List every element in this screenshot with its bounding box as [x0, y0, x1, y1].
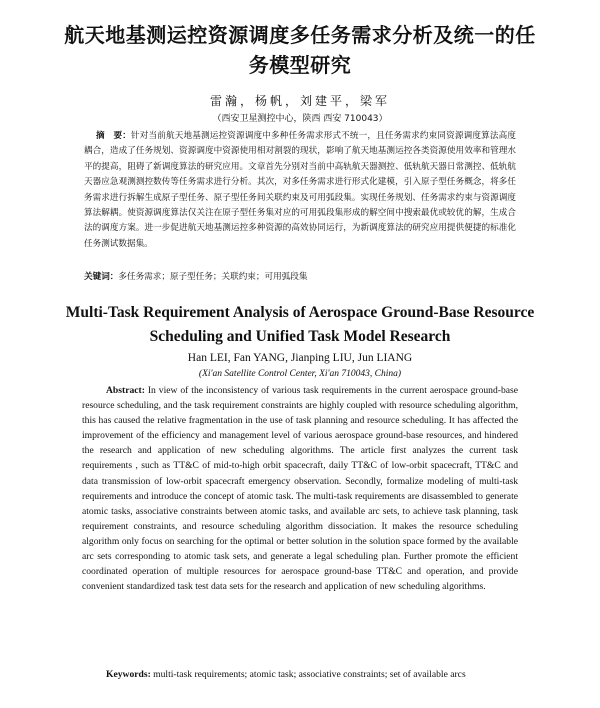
english-abstract — [82, 383, 518, 594]
english-keywords-text: multi-task requirements; atomic task; associative constraints; set of available arcs — [153, 669, 466, 680]
english-authors: Han LEI, Fan YANG, Jianping LIU, Jun LIANG — [187, 352, 413, 364]
chinese-affiliation: （西安卫星测控中心，陕西 西安 710043） — [212, 114, 388, 124]
chinese-keywords-label: 关键词： — [84, 272, 119, 282]
english-keywords — [82, 667, 518, 682]
english-abstract-text: In view of the inconsistency of various task requirements in the current aerospace ground-base resource scheduling, and the task requirement constraints are highly coupled with resource scheduling algorithm, this has caused the relative fragmentation in the use of task planning and resource scheduling. It has affected the improvement of the efficiency and management level of various aerospace ground-base resources, and hindered the research and application of new scheduling algorithms. The article first analyzes the current task requirements , such as TT&C of mid-to-high orbit spacecraft, daily TT&C of low-orbit spacecraft, TT&C and data transmission of low-orbit spacecraft emergency observation. Secondly, formalize modeling of multi-task requirements and introduce the concept of atomic task. The multi-task requirements are disassembled to generate atomic tasks, associative constraints between atomic tasks, and available arc sets, to achieve task planning, task requirement constraints, and resource scheduling algorithm dissociation. It makes the resource scheduling algorithm only focus on searching for the optimal or better solution in the solution space formed by the available arc sets corresponding to atomic task sets, and generate a legal scheduling plan. Further promote the efficient coordinated operation of multiple resources for aerospace ground-base TT&C and operation, and provide convenient standardized task test data sets for the research and application of new scheduling algorithms. — [82, 385, 519, 593]
chinese-title: 航天地基测运控资源调度多任务需求分析及统一的任务模型研究 — [64, 23, 536, 77]
chinese-abstract — [84, 129, 516, 252]
english-keywords-label: Keywords: — [106, 669, 151, 680]
chinese-abstract-label: 摘 要： — [96, 131, 132, 141]
chinese-authors: 雷瀚，杨帆，刘建平，梁军 — [209, 94, 390, 108]
english-abstract-label: Abstract: — [106, 385, 145, 396]
chinese-abstract-text: 针对当前航天地基测运控资源调度中多种任务需求形式不统一，且任务需求约束同资源调度算法高度耦合，造成了任务规划、资源调度中资源使用相对割裂的现状，影响了航天地基测运控各类资源使用效率和管理水平的提高，阻碍了新调度算法的研究应用。文章首先分别对当前中高轨航天器测控、低轨航天器日常测控、低轨航天器应急观测测控数传等任务需求进行分析。其次，对多任务需求进行形式化建模，引入原子型任务概念，将多任务需求进行拆解生成原子型任务、原子型任务间关联约束及可用弧段集。实现任务规划、任务需求约束与资源调度算法解耦。使资源调度算法仅关注在原子型任务集对应的可用弧段集形成的解空间中搜索最优或较优的解，生成合法的调度方案。进一步促进航天地基测运控多种资源的高效协同运行，为新调度算法的研究应用提供便捷的标准化任务测试数据集。 — [84, 131, 516, 249]
english-affiliation: (Xi'an Satellite Control Center, Xi'an 710043, China) — [198, 369, 402, 379]
english-title: Multi-Task Requirement Analysis of Aerospace Ground-Base Resource Scheduling and Unified Task Model Research — [65, 304, 535, 345]
chinese-keywords-text: 多任务需求；原子型任务；关联约束；可用弧段集 — [118, 272, 308, 282]
chinese-keywords — [84, 270, 516, 284]
